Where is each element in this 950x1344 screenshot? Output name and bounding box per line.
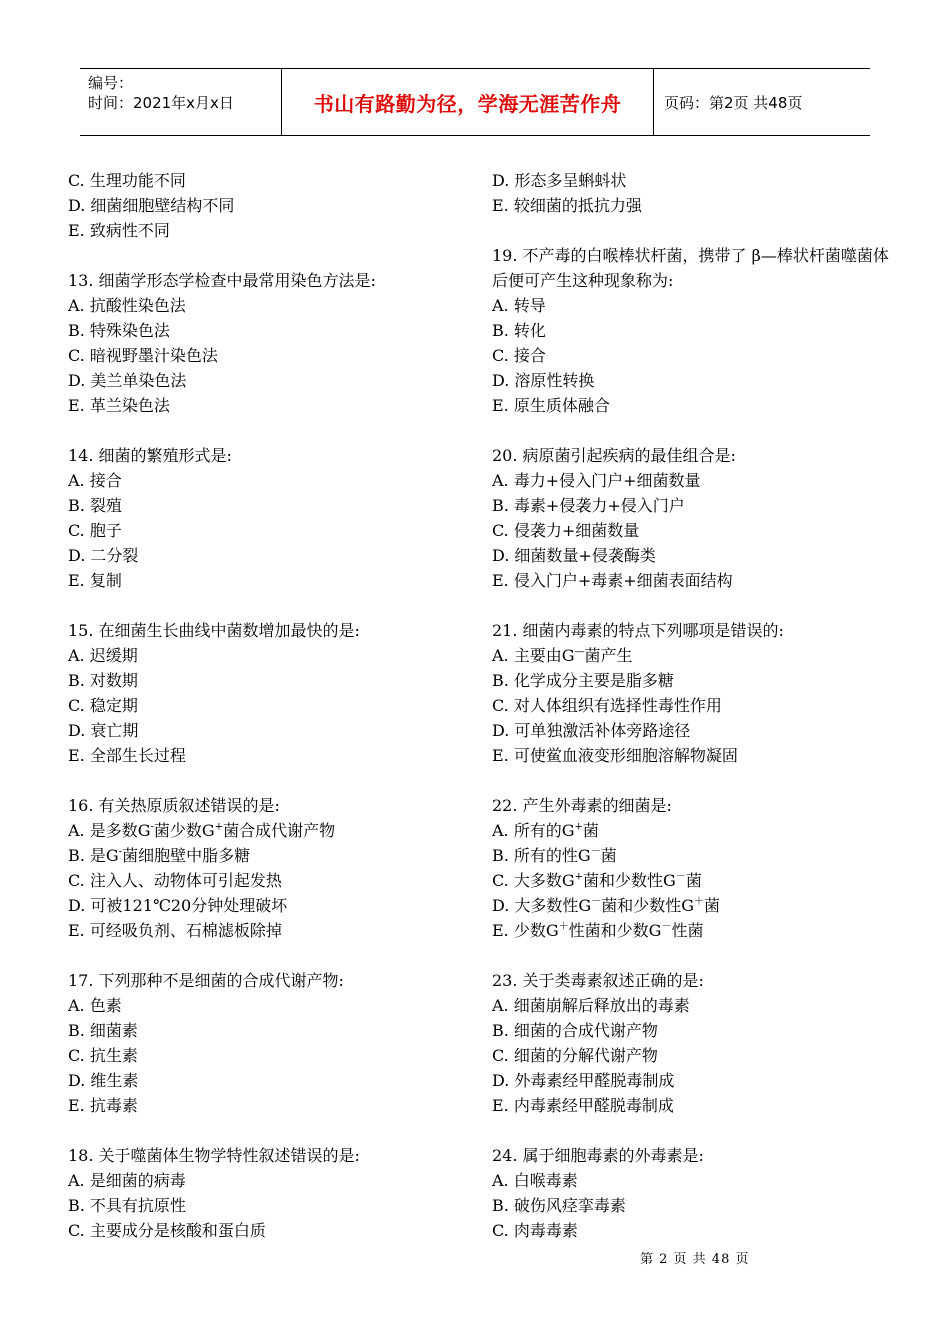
left-column	[68, 168, 468, 1243]
answer-option: C. 主要成分是核酸和蛋白质	[68, 1221, 266, 1240]
question-block	[492, 1143, 892, 1243]
answer-option: A. 细菌崩解后释放出的毒素	[492, 996, 690, 1015]
answer-option: B. 细菌的合成代谢产物	[492, 1021, 658, 1040]
document-header	[80, 68, 870, 136]
page-footer: 第 2 页 共 48 页	[640, 1252, 750, 1267]
answer-option: A. 所有的G+菌	[492, 821, 599, 840]
header-meta	[80, 69, 282, 135]
question-block	[68, 1143, 468, 1243]
question-block	[68, 793, 468, 943]
question-stem: 18. 关于噬菌体生物学特性叙述错误的是:	[68, 1146, 360, 1165]
answer-option: B. 细菌素	[68, 1021, 138, 1040]
answer-option: D. 衰亡期	[68, 721, 139, 740]
question-block	[492, 243, 892, 418]
answer-option: B. 特殊染色法	[68, 321, 170, 340]
question-block	[492, 443, 892, 593]
question-block	[68, 618, 468, 768]
answer-option: E. 可经吸负剂、石棉滤板除掉	[68, 921, 282, 940]
question-stem: 17. 下列那种不是细菌的合成代谢产物:	[68, 971, 344, 990]
answer-option: E. 内毒素经甲醛脱毒制成	[492, 1096, 674, 1115]
answer-option: B. 所有的性G－菌	[492, 846, 617, 865]
answer-option: A. 是多数G-菌少数G+菌合成代谢产物	[68, 821, 336, 840]
answer-option: E. 革兰染色法	[68, 396, 170, 415]
answer-option: C. 肉毒毒素	[492, 1221, 578, 1240]
question-block	[68, 968, 468, 1118]
answer-option: D. 二分裂	[68, 546, 139, 565]
question-block	[68, 443, 468, 593]
answer-option: C. 稳定期	[68, 696, 138, 715]
answer-option: B. 裂殖	[68, 496, 122, 515]
answer-option: D. 维生素	[68, 1071, 139, 1090]
answer-option: B. 化学成分主要是脂多糖	[492, 671, 674, 690]
header-page-code: 页码：第2页 共48页	[664, 93, 803, 112]
header-motto: 书山有路勤为径，学海无涯苦作舟	[282, 69, 654, 135]
answer-option: B. 对数期	[68, 671, 138, 690]
answer-option: B. 不具有抗原性	[68, 1196, 186, 1215]
question-stem: 14. 细菌的繁殖形式是:	[68, 446, 232, 465]
right-column	[492, 168, 892, 1243]
answer-option: B. 破伤风痉挛毒素	[492, 1196, 626, 1215]
answer-option: E. 全部生长过程	[68, 746, 186, 765]
answer-option: E. 少数G＋性菌和少数G－性菌	[492, 921, 704, 940]
answer-option: E. 侵入门户+毒素+细菌表面结构	[492, 571, 733, 590]
answer-option: C. 细菌的分解代谢产物	[492, 1046, 658, 1065]
time-label: 时间：2021年x月x日	[88, 94, 234, 112]
answer-option: B. 转化	[492, 321, 546, 340]
answer-option: A. 主要由G—菌产生	[492, 646, 633, 665]
answer-option: D. 美兰单染色法	[68, 371, 187, 390]
answer-option: A. 白喉毒素	[492, 1171, 578, 1190]
number-label: 编号：	[88, 74, 134, 92]
question-block	[492, 793, 892, 943]
answer-option: D. 大多数性G－菌和少数性G＋菌	[492, 896, 721, 915]
question-stem: 22. 产生外毒素的细菌是:	[492, 796, 672, 815]
answer-option: E. 原生质体融合	[492, 396, 610, 415]
question-stem: 20. 病原菌引起疾病的最佳组合是:	[492, 446, 736, 465]
question-stem: 16. 有关热原质叙述错误的是:	[68, 796, 280, 815]
answer-option: B. 是G-菌细胞壁中脂多糖	[68, 846, 251, 865]
answer-option: D. 细菌细胞壁结构不同	[68, 196, 235, 215]
answer-option: E. 复制	[68, 571, 122, 590]
answer-option: D. 溶原性转换	[492, 371, 595, 390]
question-stem: 23. 关于类毒素叙述正确的是:	[492, 971, 704, 990]
answer-option: C. 注入人、动物体可引起发热	[68, 871, 282, 890]
answer-option: A. 色素	[68, 996, 122, 1015]
continued-options	[492, 168, 892, 218]
answer-option: A. 接合	[68, 471, 122, 490]
answer-option: B. 毒素+侵袭力+侵入门户	[492, 496, 685, 515]
answer-option: A. 是细菌的病毒	[68, 1171, 186, 1190]
question-stem: 15. 在细菌生长曲线中菌数增加最快的是:	[68, 621, 360, 640]
answer-option: C. 大多数G+菌和少数性G－菌	[492, 871, 702, 890]
answer-option: D. 细菌数量+侵袭酶类	[492, 546, 656, 565]
question-block	[68, 268, 468, 418]
answer-option: D. 可被121℃20分钟处理破坏	[68, 896, 288, 915]
answer-option: C. 接合	[492, 346, 546, 365]
answer-option: A. 转导	[492, 296, 546, 315]
question-block	[492, 968, 892, 1118]
answer-option: E. 致病性不同	[68, 221, 170, 240]
answer-option: C. 侵袭力+细菌数量	[492, 521, 640, 540]
answer-option: C. 抗生素	[68, 1046, 138, 1065]
question-stem: 21. 细菌内毒素的特点下列哪项是错误的:	[492, 621, 784, 640]
question-stem: 24. 属于细胞毒素的外毒素是:	[492, 1146, 704, 1165]
question-stem: 13. 细菌学形态学检查中最常用染色方法是:	[68, 271, 376, 290]
answer-option: C. 对人体组织有选择性毒性作用	[492, 696, 722, 715]
answer-option: E. 较细菌的抵抗力强	[492, 196, 642, 215]
question-block	[492, 618, 892, 768]
answer-option: C. 胞子	[68, 521, 122, 540]
answer-option: E. 可使鲎血液变形细胞溶解物凝固	[492, 746, 738, 765]
answer-option: A. 迟缓期	[68, 646, 138, 665]
answer-option: E. 抗毒素	[68, 1096, 138, 1115]
answer-option: D. 形态多呈蝌蚪状	[492, 171, 627, 190]
answer-option: C. 暗视野墨汁染色法	[68, 346, 218, 365]
answer-option: D. 外毒素经甲醛脱毒制成	[492, 1071, 675, 1090]
question-stem: 19. 不产毒的白喉棒状杆菌，携带了 β—棒状杆菌噬菌体后便可产生这种现象称为:	[492, 246, 889, 290]
answer-option: C. 生理功能不同	[68, 171, 186, 190]
answer-option: D. 可单独激活补体旁路途径	[492, 721, 691, 740]
answer-option: A. 毒力+侵入门户+细菌数量	[492, 471, 701, 490]
continued-options	[68, 168, 468, 243]
answer-option: A. 抗酸性染色法	[68, 296, 186, 315]
